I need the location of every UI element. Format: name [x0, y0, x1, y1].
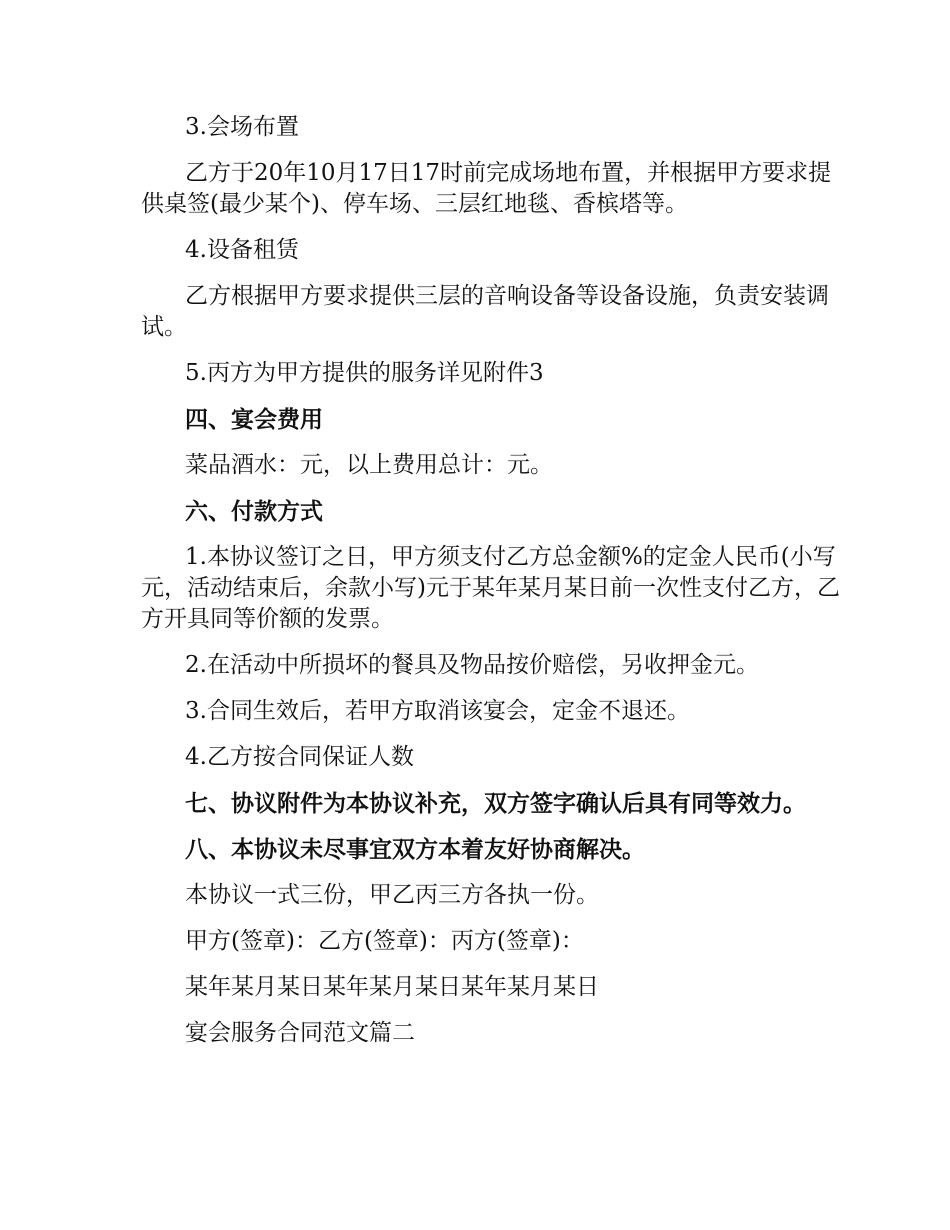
payment-clause-2: 2.在活动中所损坏的餐具及物品按价赔偿，另收押金元。	[185, 652, 759, 678]
section-heading-equipment-rental: 4.设备租赁	[185, 237, 299, 263]
section-heading-venue-setup: 3.会场布置	[185, 114, 299, 140]
section-heading-payment-method: 六、付款方式	[185, 498, 323, 525]
next-article-title: 宴会服务合同范文篇二	[185, 1020, 415, 1046]
payment-clause-4: 4.乙方按合同保证人数	[185, 744, 414, 770]
copies-paragraph: 本协议一式三份，甲乙丙三方各执一份。	[185, 882, 599, 908]
section-heading-annex-validity: 七、协议附件为本协议补充，双方签字确认后具有同等效力。	[185, 790, 806, 817]
venue-setup-paragraph: 乙方于20年10月17日17时前完成场地布置，并根据甲方要求提供桌签(最少某个)、停车场、三层红地毯、香槟塔等。	[141, 160, 832, 217]
equipment-rental-paragraph: 乙方根据甲方要求提供三层的音响设备等设备设施，负责安装调试。	[141, 283, 829, 340]
section-heading-banquet-fees: 四、宴会费用	[185, 406, 323, 433]
signature-line: 甲方(签章)：乙方(签章)：丙方(签章)：	[185, 928, 584, 954]
section-heading-unresolved-matters: 八、本协议未尽事宜双方本着友好协商解决。	[185, 836, 645, 863]
document-page	[141, 112, 841, 1064]
payment-clause-1: 1.本协议签订之日，甲方须支付乙方总金额%的定金人民币(小写元，活动结束后，余款小写)元于某年某月某日前一次性支付乙方，乙方开具同等价额的发票。	[141, 544, 840, 632]
payment-clause-3: 3.合同生效后，若甲方取消该宴会，定金不退还。	[185, 698, 690, 724]
date-line: 某年某月某日某年某月某日某年某月某日	[185, 974, 599, 1000]
banquet-fees-paragraph: 菜品酒水：元，以上费用总计：元。	[185, 452, 553, 478]
services-annex-paragraph: 5.丙方为甲方提供的服务详见附件3	[185, 360, 544, 386]
